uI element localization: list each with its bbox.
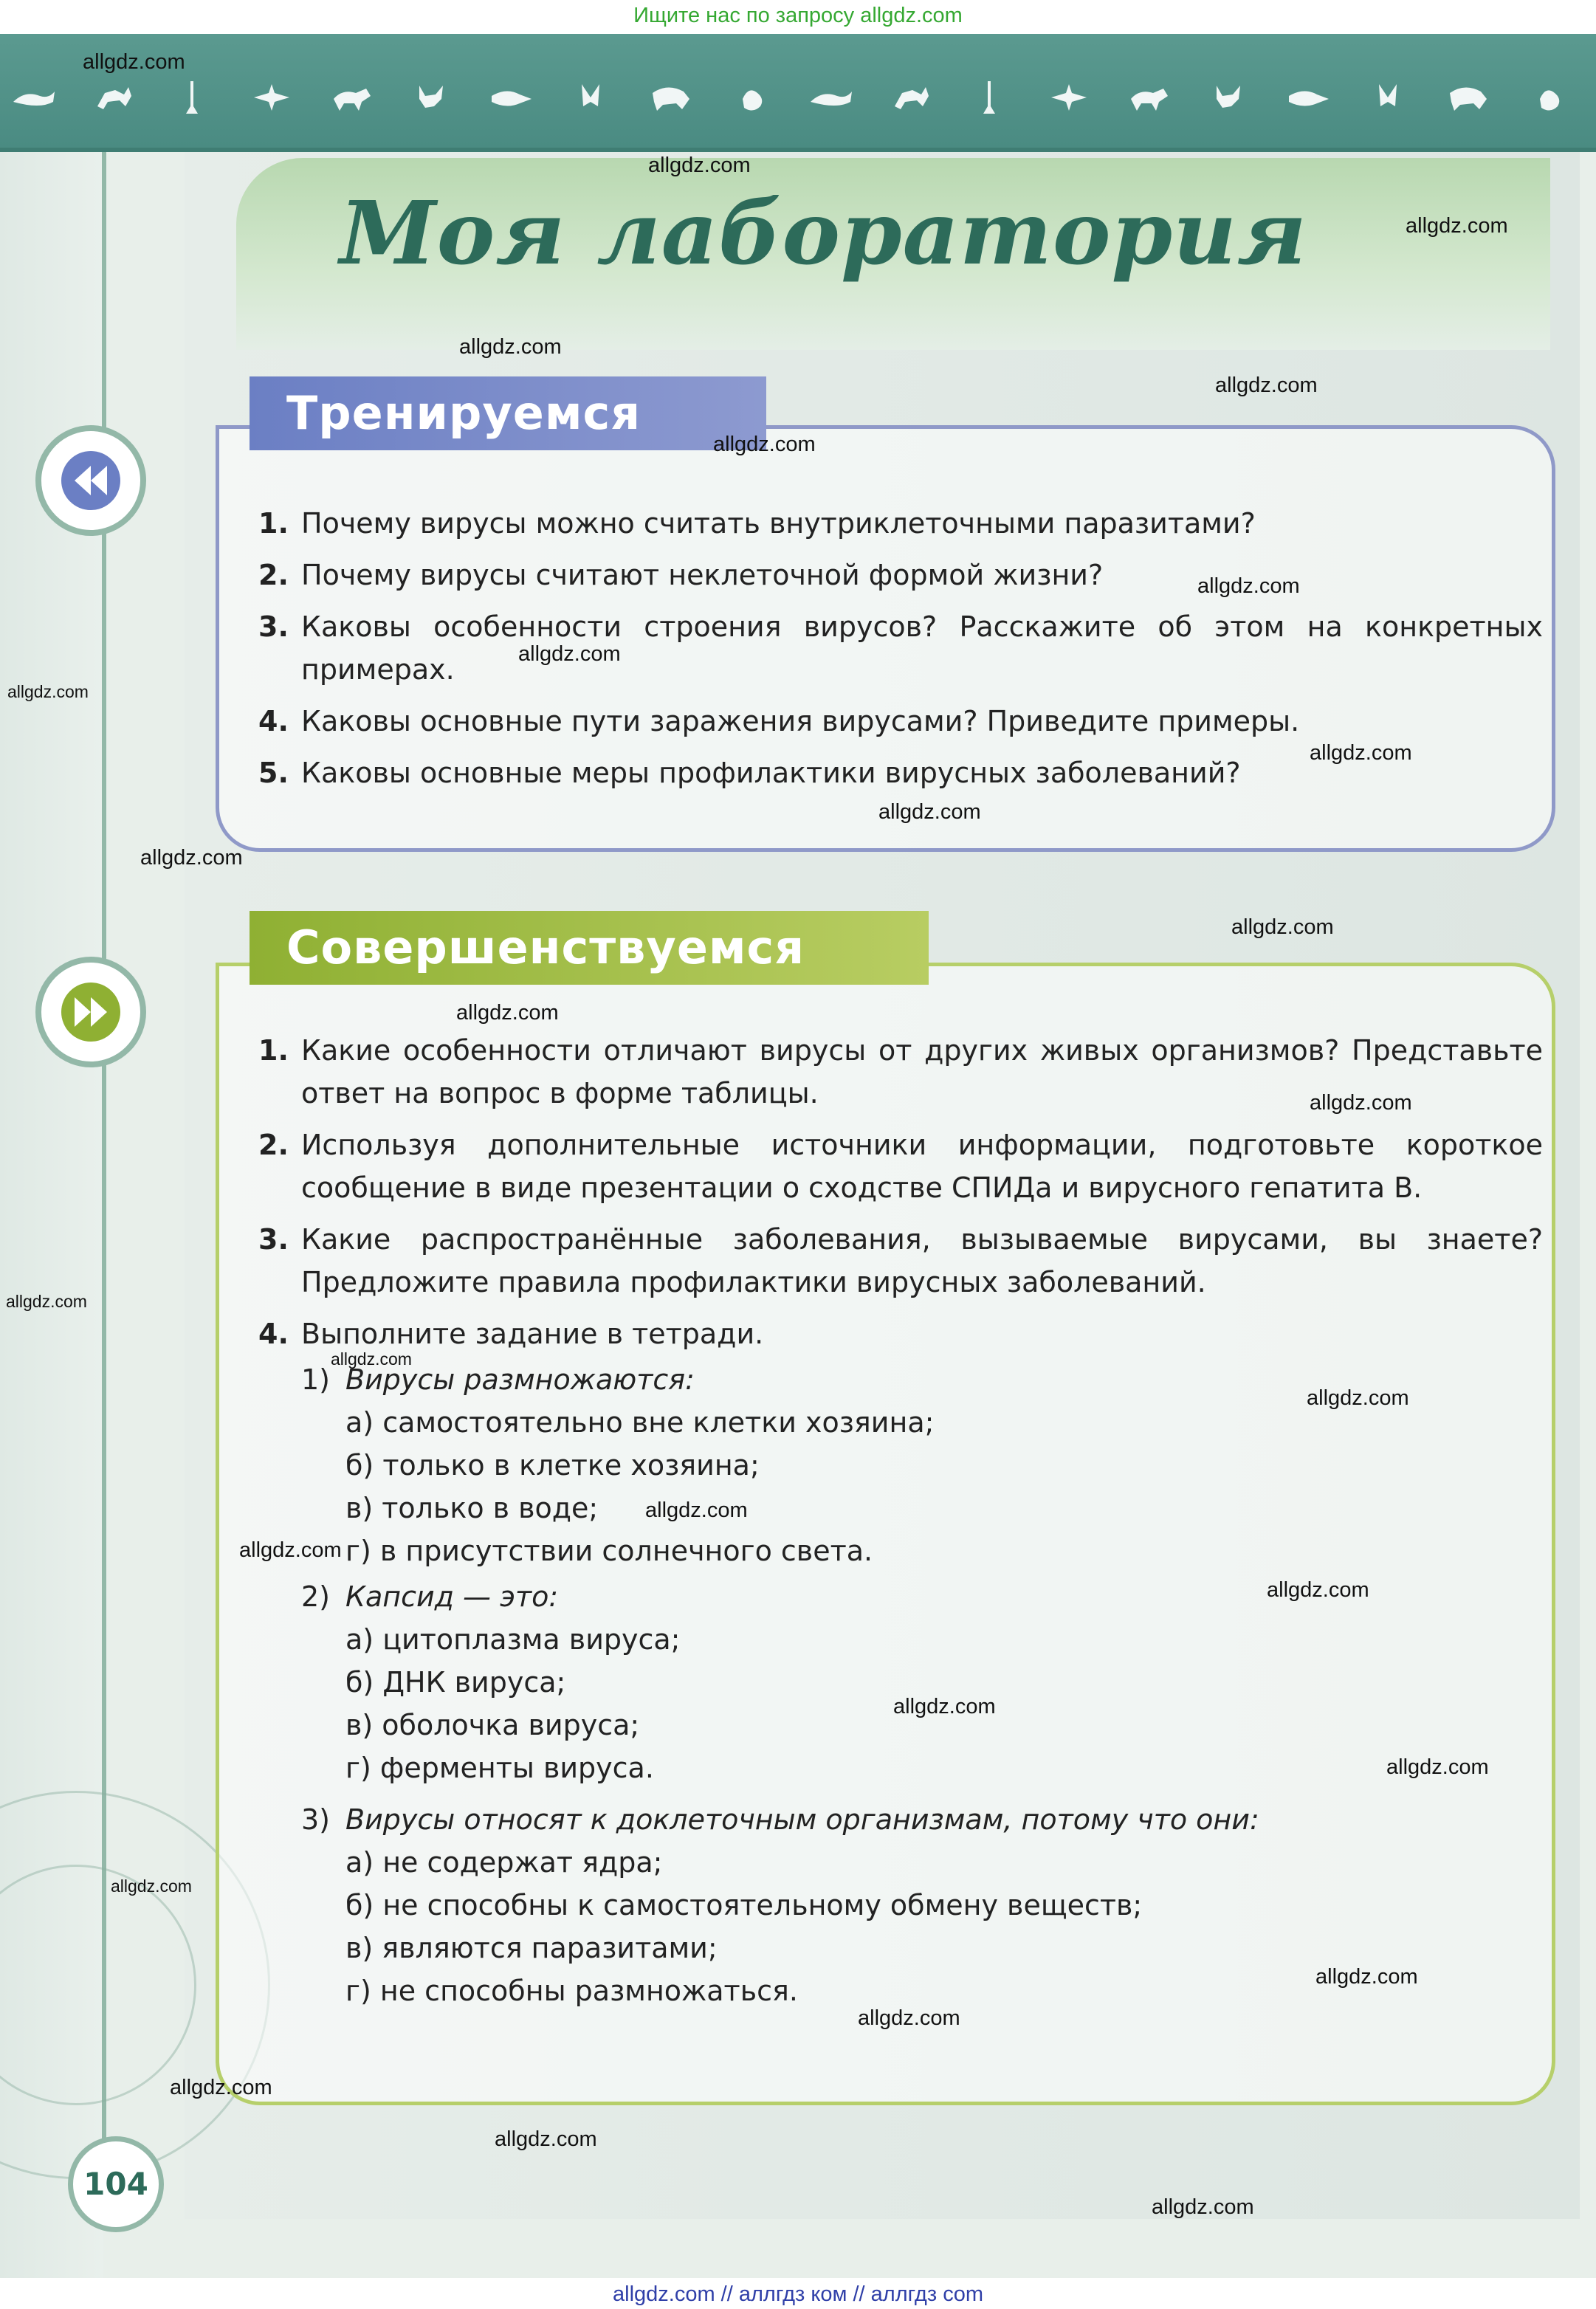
animal-silhouette-icon xyxy=(1206,77,1251,118)
watermark: allgdz.com xyxy=(648,154,751,177)
watermark: allgdz.com xyxy=(83,50,185,74)
watermark: allgdz.com xyxy=(7,682,89,701)
task-heading: 3) Вирусы относят к доклеточным организмам, потому что они: xyxy=(301,1803,1259,1836)
improve-questions xyxy=(258,1029,1543,2012)
watermark: allgdz.com xyxy=(1386,1755,1489,1779)
watermark: allgdz.com xyxy=(1315,1965,1418,1989)
question-item: 1. Какие особенности отличают вирусы от других живых организмов? Представьте ответ на вопрос в форме таблицы. xyxy=(258,1034,1543,1109)
watermark: allgdz.com xyxy=(1231,915,1334,939)
section-improve-title: Совершенствуемся xyxy=(250,911,929,985)
animal-silhouette-icon xyxy=(1525,77,1569,118)
answer-option: г) ферменты вируса. xyxy=(345,1752,654,1784)
question-item: 2. Почему вирусы считают неклеточной формой жизни? xyxy=(258,559,1104,591)
question-item: 3. Какие распространённые заболевания, вызываемые вирусами, вы знаете? Предложите правила профилактики вирусных заболеваний. xyxy=(258,1223,1543,1298)
watermark: allgdz.com xyxy=(1310,1091,1412,1115)
section-training-title: Тренируемся xyxy=(250,376,766,450)
watermark: allgdz.com xyxy=(858,2006,960,2030)
rewind-button[interactable] xyxy=(35,425,146,536)
watermark: allgdz.com xyxy=(1406,214,1508,238)
animal-silhouette-icon xyxy=(329,77,374,118)
animal-silhouette-icon xyxy=(648,77,692,118)
textbook-page xyxy=(0,34,1596,2278)
question-item: 1. Почему вирусы можно считать внутриклеточными паразитами? xyxy=(258,507,1256,540)
watermark: allgdz.com xyxy=(1215,374,1318,397)
animal-silhouette-icon xyxy=(409,77,453,118)
answer-option: а) цитоплазма вируса; xyxy=(345,1623,681,1656)
animal-silhouette-icon xyxy=(808,77,852,118)
answer-option: в) только в воде; xyxy=(345,1492,599,1524)
top-banner: Ищите нас по запросу allgdz.com xyxy=(0,0,1596,30)
watermark: allgdz.com xyxy=(6,1292,87,1311)
animal-silhouette-icon xyxy=(1047,77,1091,118)
answer-option: в) являются паразитами; xyxy=(345,1932,718,1964)
question-item: 5. Каковы основные меры профилактики вирусных заболеваний? xyxy=(258,757,1241,789)
animal-silhouette-icon xyxy=(568,77,613,118)
notebook-task xyxy=(258,1358,1543,2012)
page-title: Моя лаборатория xyxy=(340,182,1307,284)
answer-option: б) только в клетке хозяина; xyxy=(345,1449,760,1482)
watermark: allgdz.com xyxy=(140,846,243,870)
animal-silhouette-icon xyxy=(170,77,214,118)
fast-forward-icon xyxy=(61,983,120,1042)
watermark: allgdz.com xyxy=(331,1349,412,1369)
animal-silhouettes xyxy=(0,77,1580,121)
page-number-badge xyxy=(68,2136,164,2232)
watermark: allgdz.com xyxy=(713,433,816,456)
watermark: allgdz.com xyxy=(893,1695,996,1718)
animal-silhouette-icon xyxy=(1127,77,1171,118)
watermark: allgdz.com xyxy=(878,800,981,824)
question-item: 2. Используя дополнительные источники информации, подготовьте короткое сообщение в виде презентации о сходстве СПИДа и вирусного гепатита В. xyxy=(258,1129,1543,1204)
watermark: allgdz.com xyxy=(518,642,621,666)
animal-silhouette-icon xyxy=(250,77,294,118)
watermark: allgdz.com xyxy=(645,1498,748,1522)
bottom-banner: allgdz.com // аллгдз ком // аллгдз com xyxy=(0,2279,1596,2308)
watermark: allgdz.com xyxy=(1267,1578,1369,1602)
watermark: allgdz.com xyxy=(170,2076,272,2099)
answer-option: б) не способны к самостоятельному обмену веществ; xyxy=(345,1889,1143,1921)
watermark: allgdz.com xyxy=(459,335,562,359)
task-heading: 2) Капсид — это: xyxy=(301,1580,559,1613)
animal-silhouette-icon xyxy=(90,77,134,118)
question-item: 4. Выполните задание в тетради. xyxy=(258,1318,764,1350)
page-number: 104 xyxy=(83,2166,148,2202)
animal-silhouette-icon xyxy=(1445,77,1490,118)
answer-option: а) самостоятельно вне клетки хозяина; xyxy=(345,1406,935,1439)
question-item: 4. Каковы основные пути заражения вирусами? Приведите примеры. xyxy=(258,705,1300,737)
watermark: allgdz.com xyxy=(1197,574,1300,598)
answer-option: в) оболочка вируса; xyxy=(345,1709,640,1741)
rewind-icon xyxy=(61,451,120,510)
fast-forward-button[interactable] xyxy=(35,957,146,1067)
watermark: allgdz.com xyxy=(1310,741,1412,765)
answer-option: а) не содержат ядра; xyxy=(345,1846,663,1879)
watermark: allgdz.com xyxy=(111,1876,192,1896)
watermark: allgdz.com xyxy=(1152,2195,1254,2219)
animal-silhouette-icon xyxy=(728,77,772,118)
answer-option: г) не способны размножаться. xyxy=(345,1975,798,2007)
watermark: allgdz.com xyxy=(495,2127,597,2151)
animal-silhouette-icon xyxy=(967,77,1011,118)
task-heading: 1) Вирусы размножаются: xyxy=(301,1363,695,1396)
question-item: 3. Каковы особенности строения вирусов? Расскажите об этом на конкретных примерах. xyxy=(258,610,1543,686)
animal-strip xyxy=(0,34,1596,152)
watermark: allgdz.com xyxy=(456,1001,559,1025)
animal-silhouette-icon xyxy=(10,77,55,118)
animal-silhouette-icon xyxy=(887,77,932,118)
animal-silhouette-icon xyxy=(1366,77,1410,118)
answer-option: б) ДНК вируса; xyxy=(345,1666,566,1699)
answer-option: г) в присутствии солнечного света. xyxy=(345,1535,873,1567)
watermark: allgdz.com xyxy=(1307,1386,1409,1410)
animal-silhouette-icon xyxy=(1286,77,1330,118)
animal-silhouette-icon xyxy=(489,77,533,118)
watermark: allgdz.com xyxy=(239,1538,342,1562)
